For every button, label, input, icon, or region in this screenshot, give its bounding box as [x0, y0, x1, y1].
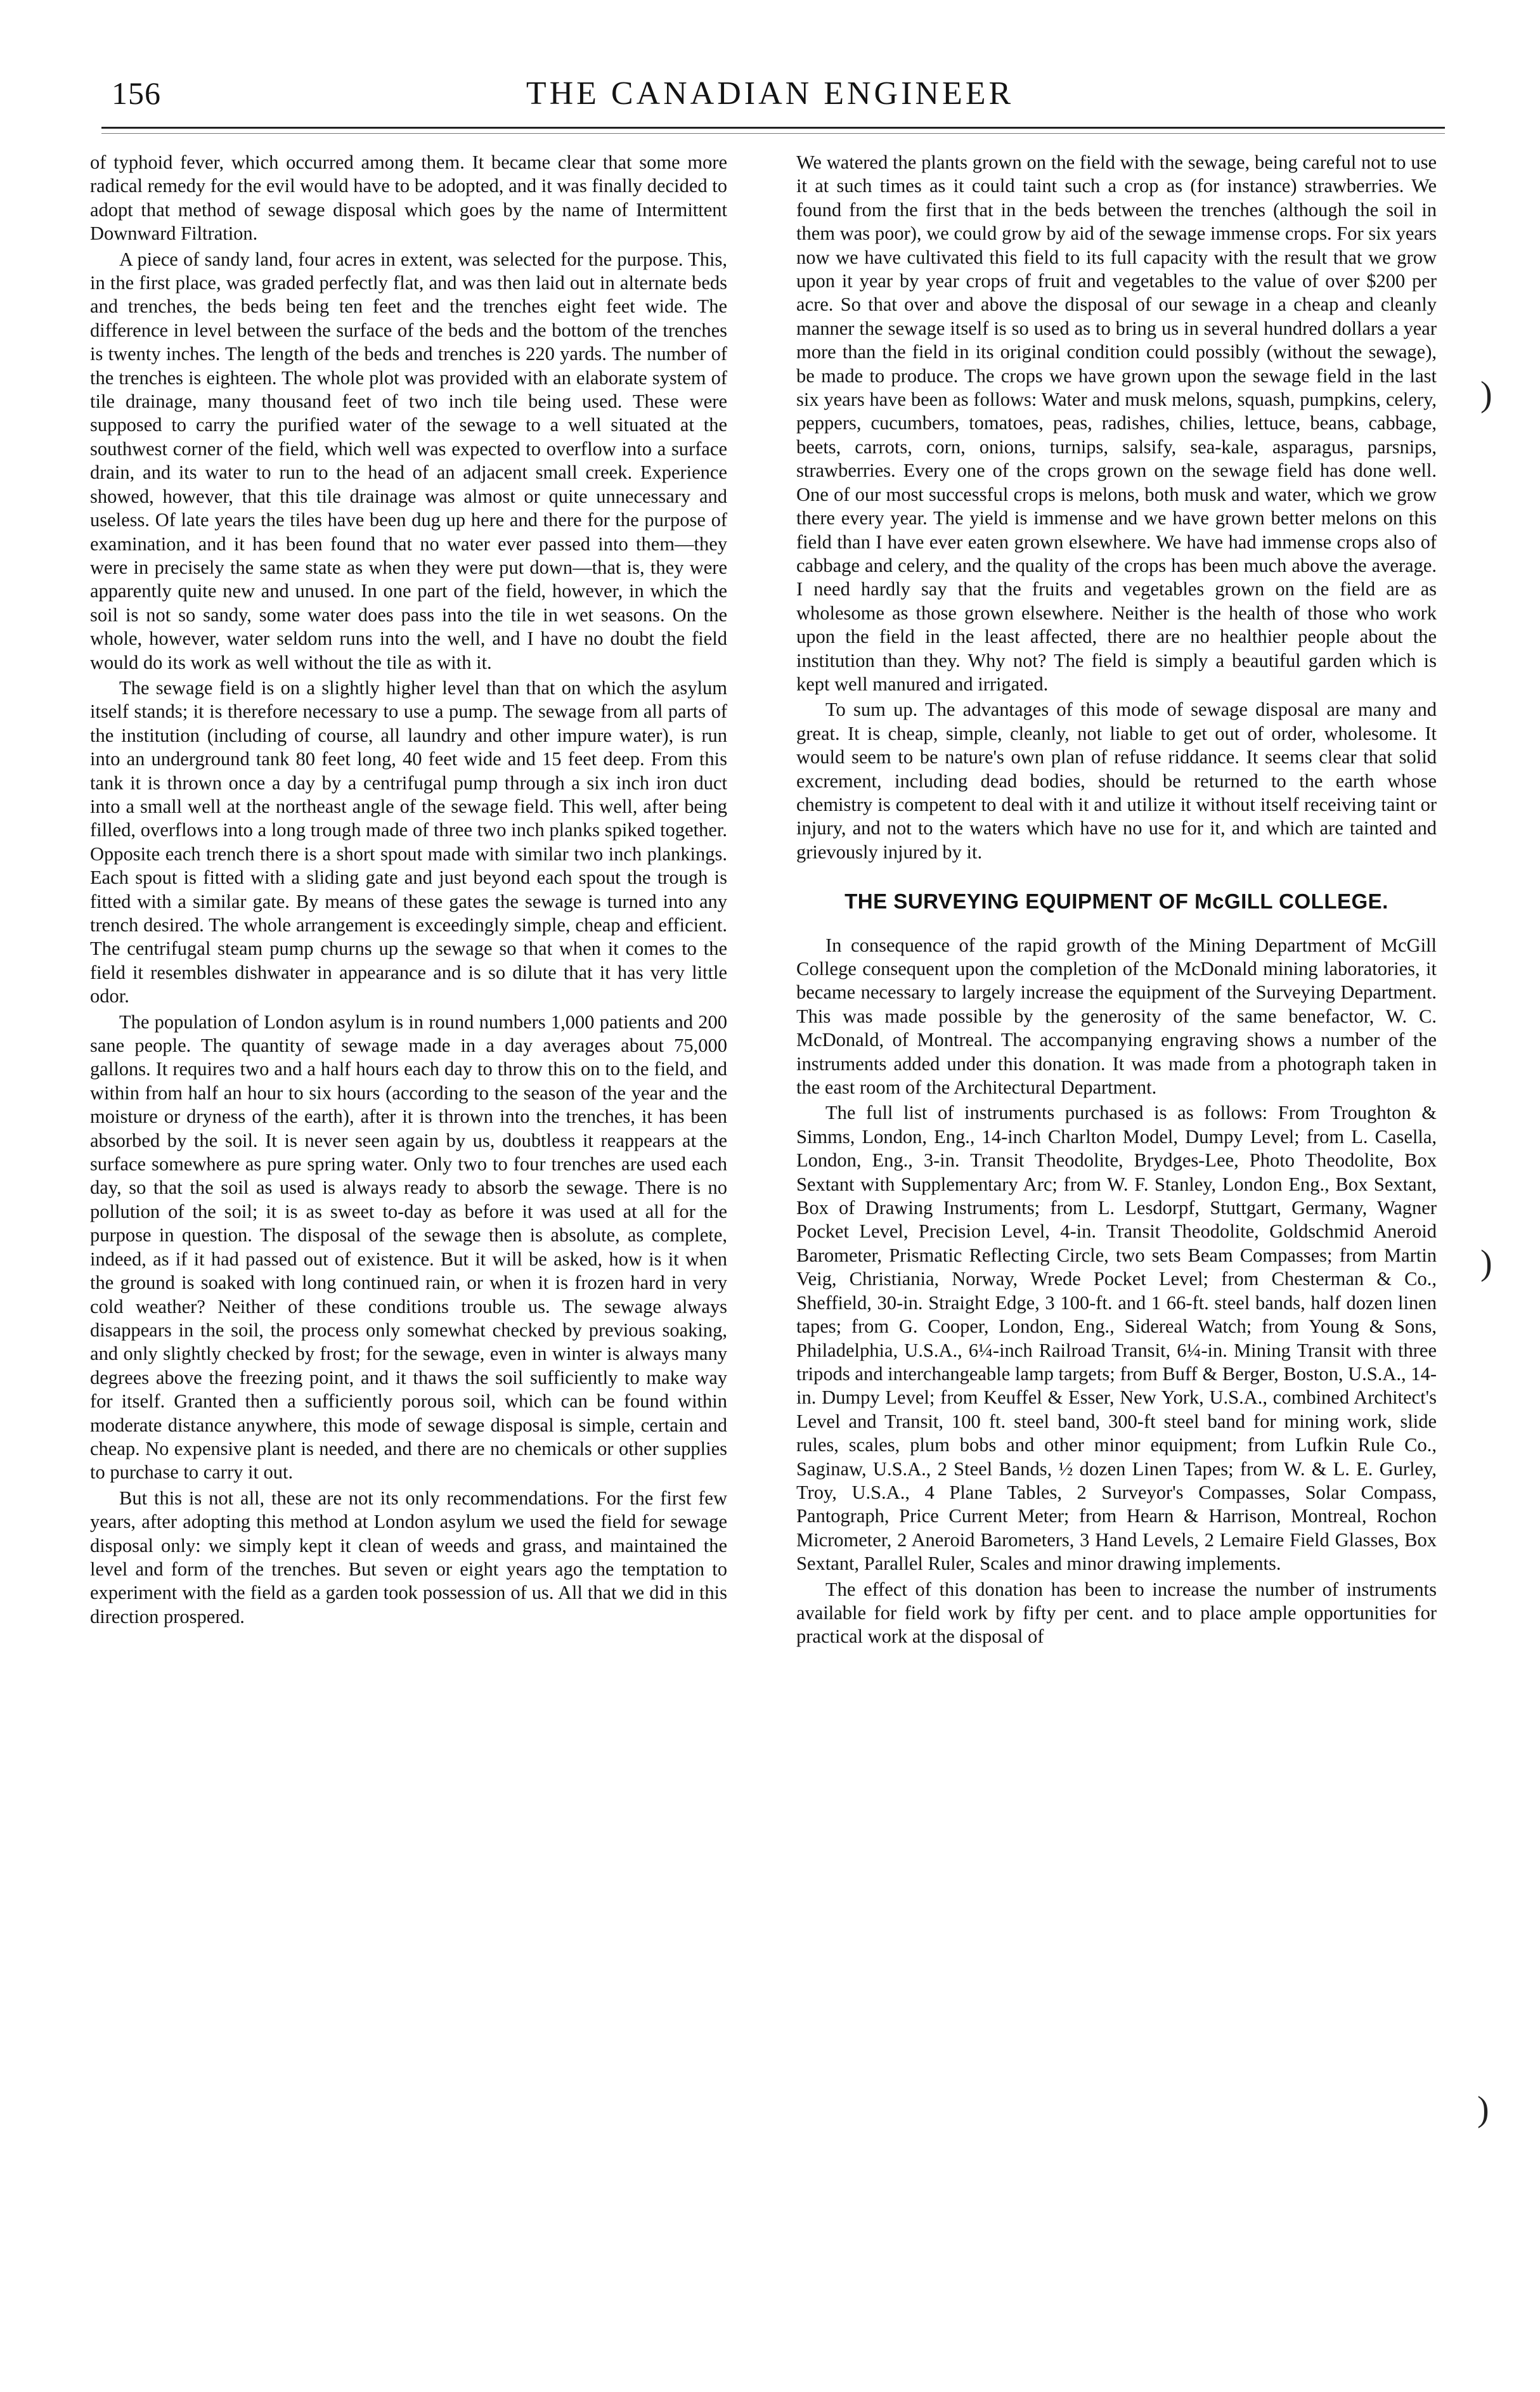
- paragraph: The population of London asylum is in round numbers 1,000 patients and 200 sane people. The quantity of sewage made in a day averages about 75,000 gallons. It requires two and a half hours each day to throw this on to the field, and within from half an hour to six hours (according to the season of the year and the moisture or dryness of the earth), after it is thrown into the trenches, it has been absorbed by the soil. It is never seen again by us, doubtless it reappears at the surface somewhere as pure spring water. Only two to four trenches are used each day, so that the soil as used is always ready to absorb the sewage. There is no pollution of the soil; it is as sweet to-day as before it was used at all for the purpose in question. The disposal of the sewage then is absolute, as complete, indeed, as if it had passed out of existence. But it will be asked, how is it when the ground is soaked with long continued rain, or when it is frozen hard in very cold weather? Neither of these conditions trouble us. The sewage always disappears in the soil, the process only somewhat checked by previous soaking, and only slightly checked by frost; for the sewage, even in winter is always many degrees above the freezing point, and it thaws the soil sufficiently to make way for itself. Granted then a sufficiently porous soil, which can be found within moderate distance anywhere, this mode of sewage disposal is simple, certain and cheap. No expensive plant is needed, and there are no chemicals or other supplies to purchase to carry it out.: [90, 1011, 727, 1484]
- binding-mark: ): [1477, 2090, 1489, 2129]
- paragraph: of typhoid fever, which occurred among them. It became clear that some more radical remedy for the evil would have to be adopted, and it was finally decided to adopt that method of sewage disposal which goes by the name of Intermittent Downward Filtration.: [90, 152, 727, 245]
- header-rule: [101, 127, 1445, 129]
- paragraph: In consequence of the rapid growth of the Mining Department of McGill College consequent upon the completion of the McDonald mining laboratories, it became necessary to largely increase the equipment of the Surveying Department. This was made possible by the generosity of the same benefactor, W. C. McDonald, of Montreal. The accompanying engraving shows a number of the instruments added under this donation. It was made from a photograph taken in the east room of the Architectural Department.: [796, 934, 1437, 1099]
- journal-title: THE CANADIAN ENGINEER: [526, 75, 1014, 112]
- header-rule-thin: [101, 133, 1445, 134]
- page-number: 156: [112, 75, 161, 111]
- paragraph: But this is not all, these are not its only recommendations. For the first few years, after adopting this method at London asylum we used the field for sewage disposal only: we simply kept it clean of weeds and grass, and maintained the level and form of the trenches. But seven or eight years ago the temptation to experiment with the field as a garden took possession of us. All that we did in this direction prospered.: [90, 1487, 727, 1627]
- left-column: [90, 151, 727, 1629]
- binding-mark: ): [1480, 1243, 1492, 1283]
- paragraph: A piece of sandy land, four acres in extent, was selected for the purpose. This, in the first place, was graded perfectly flat, and was then laid out in alternate beds and trenches, the beds being ten feet and the trenches eight feet wide. The difference in level between the surface of the beds and the bottom of the trenches is twenty inches. The length of the beds and trenches is 220 yards. The number of the trenches is eighteen. The whole plot was provided with an elaborate system of tile drainage, many thousand feet of two inch tile being used. These were supposed to carry the purified water of the sewage to a well situated at the southwest corner of the field, which well was expected to overflow into a surface drain, and its water to run to the head of an adjacent small creek. Experience showed, however, that this tile drainage was almost or quite unnecessary and useless. Of late years the tiles have been dug up here and there for the purpose of examination, and it has been found that no water ever passed into them—they were in precisely the same state as when they were put down—that is, they were apparently quite new and unused. In one part of the field, however, in which the soil is not so sandy, some water does pass into the tile in wet seasons. On the whole, however, water seldom runs into the well, and I have no doubt the field would do its work as well without the tile as with it.: [90, 248, 727, 673]
- paragraph: The sewage field is on a slightly higher level than that on which the asylum itself stands; it is therefore necessary to use a pump. The sewage from all parts of the institution (including of course, all laundry and other impure water), is run into an underground tank 80 feet long, 40 feet wide and 15 feet deep. From this tank it is thrown once a day by a centrifugal pump through a six inch iron duct into a small well at the northeast angle of the sewage field. This well, after being filled, overflows into a long trough made of three two inch planks spiked together. Opposite each trench there is a short spout made with similar two inch plankings. Each spout is fitted with a sliding gate and just beyond each spout the trough is fitted with a similar gate. By means of these gates the sewage is turned into any trench desired. The whole arrangement is exceedingly simple, cheap and efficient. The centrifugal steam pump churns up the sewage so that when it comes to the field it resembles dishwater in appearance and is so dilute that it has very little odor.: [90, 676, 727, 1007]
- paragraph: The effect of this donation has been to increase the number of instruments available for field work by fifty per cent. and to place ample opportunities for practical work at the disposal of: [796, 1578, 1437, 1648]
- paragraph: We watered the plants grown on the field with the sewage, being careful not to use it at such times as it could taint such a crop as (for instance) strawberries. We found from the first that in the beds between the trenches (although the soil in them was poor), we could grow by aid of the sewage immense crops. For six years now we have cultivated this field to its full capacity with the result that we grow upon it year by year crops of fruit and vegetables to the value of over $200 per acre. So that over and above the disposal of our sewage in a cheap and cleanly manner the sewage itself is so used as to bring us in several hundred dollars a year more than the field in its original condition could possibly (without the sewage), be made to produce. The crops we have grown upon the sewage field in the last six years have been as follows: Water and musk melons, squash, pumpkins, celery, peppers, cucumbers, tomatoes, peas, radishes, chilies, lettuce, beans, cabbage, beets, carrots, corn, onions, turnips, salsify, sea-kale, asparagus, parsnips, strawberries. Every one of the crops grown on the sewage field has done well. One of our most successful crops is melons, both musk and water, which we grow there every year. The yield is immense and we have grown better melons on this field than I have ever eaten grown elsewhere. We have had immense crops also of cabbage and celery, and the quality of the crops has been much above the average. I need hardly say that the fruits and vegetables grown on the field are as wholesome as those grown elsewhere. Neither is the health of those who work upon the field in the least affected, there are no healthier people about the institution than they. Why not? The field is simply a beautiful garden which is kept well manured and irrigated.: [796, 152, 1437, 695]
- right-column: [796, 151, 1437, 1649]
- paragraph: The full list of instruments purchased is as follows: From Troughton & Simms, London, Eng., 14-inch Charlton Model, Dumpy Level; from L. Casella, London, Eng., 3-in. Transit Theodolite, Brydges-Lee, Photo Theodolite, Box Sextant with Supplementary Arc; from W. F. Stanley, London Eng., Box Sextant, Box of Drawing Instruments; from L. Lesdorpf, Stuttgart, Germany, Wagner Pocket Level, Precision Level, 4-in. Transit Theodolite, Goldschmid Aneroid Barometer, Prismatic Reflecting Circle, two sets Beam Compasses; from Martin Veig, Christiania, Norway, Wrede Pocket Level; from Chesterman & Co., Sheffield, 30-in. Straight Edge, 3 100-ft. and 1 66-ft. steel bands, half dozen linen tapes; from G. Cooper, London, Eng., Sidereal Watch; from Young & Sons, Philadelphia, U.S.A., 6¼-inch Railroad Transit, 6¼-in. Mining Transit with three tripods and interchangeable lamp targets; from Buff & Berger, Boston, U.S.A., 14-in. Dumpy Level; from Keuffel & Esser, New York, U.S.A., combined Architect's Level and Transit, 100 ft. steel band, 300-ft steel band for mining work, slide rules, scales, plum bobs and other minor equipment; from Lufkin Rule Co., Saginaw, U.S.A., 2 Steel Bands, ½ dozen Linen Tapes; from W. & L. E. Gurley, Troy, U.S.A., 4 Plane Tables, 2 Surveyor's Compasses, Solar Compass, Pantograph, Price Current Meter; from Hearn & Harrison, Montreal, Rochon Micrometer, 2 Aneroid Barometers, 3 Hand Levels, 2 Lemaire Field Glasses, Box Sextant, Parallel Ruler, Scales and minor drawing implements.: [796, 1102, 1437, 1575]
- binding-mark: ): [1480, 375, 1492, 414]
- article-heading: THE SURVEYING EQUIPMENT OF McGILL COLLEGE.: [844, 889, 1388, 914]
- paragraph: To sum up. The advantages of this mode of sewage disposal are many and great. It is cheap, simple, cleanly, not liable to get out of order, wholesome. It would seem to be nature's own plan of refuse riddance. It seems clear that solid excrement, including dead bodies, should be returned to the earth whose chemistry is competent to deal with it and utilize it without itself receiving taint or injury, and not to the waters which have no use for it, and which are tainted and grievously injured by it.: [796, 699, 1437, 863]
